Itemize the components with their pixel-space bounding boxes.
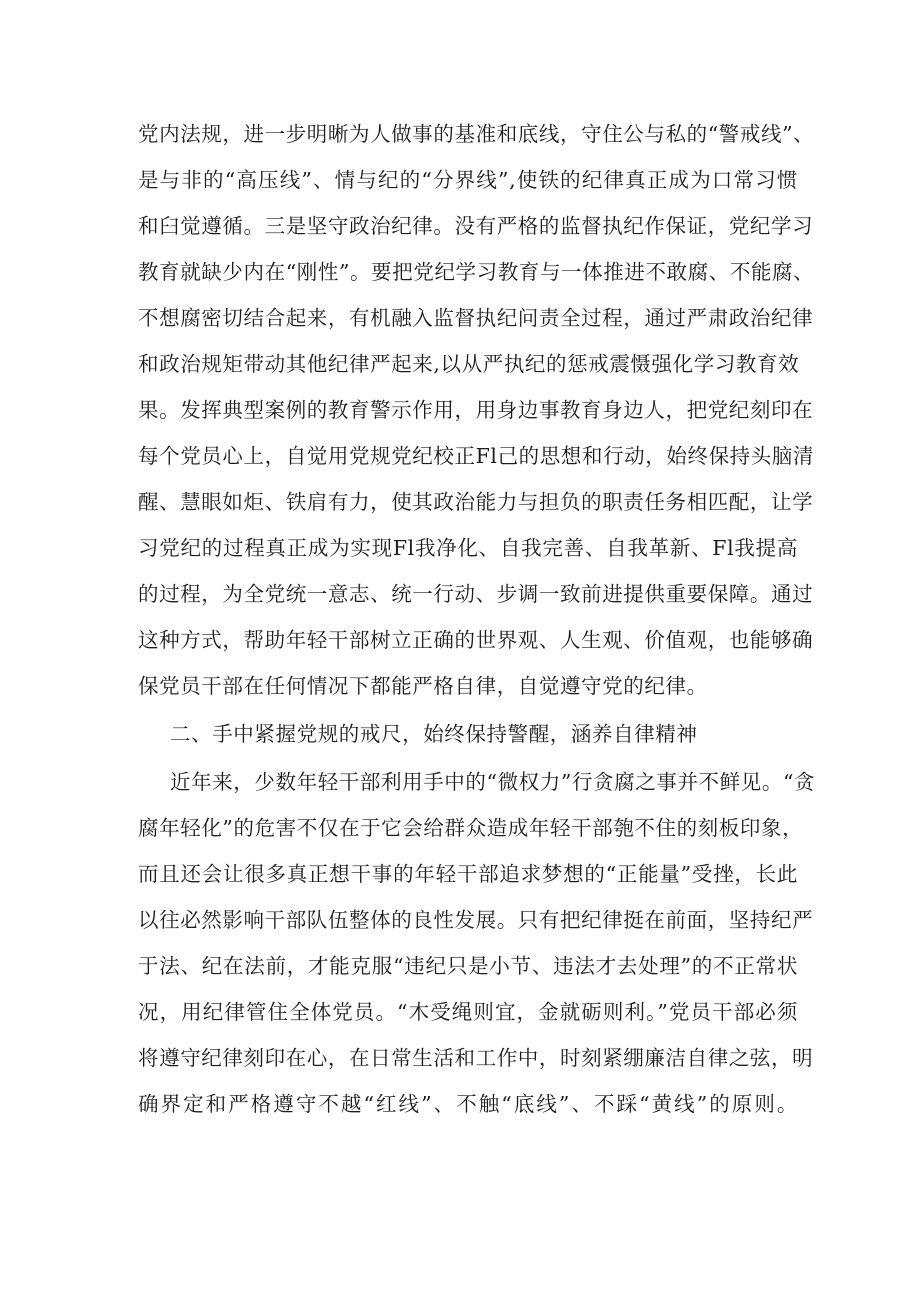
body-line: 于法、纪在法前，才能克服“违纪只是小节、违法才去处理”的不正常状 bbox=[138, 954, 798, 978]
body-line: 党内法规，进一步明晰为人做事的基准和底线，守住公与私的“警戒线”、 bbox=[138, 122, 815, 146]
body-line: 而且还会让很多真正想干事的年轻干部追求梦想的“正能量”受挫，长此 bbox=[138, 862, 798, 886]
body-line: 教育就缺少内在“刚性”。要把党纪学习教育与一体推进不敢腐、不能腐、 bbox=[138, 260, 815, 284]
body-line: 醒、慧眼如炬、铁肩有力，使其政治能力与担负的职责任务相匹配，让学 bbox=[138, 490, 814, 514]
body-line: 习党纪的过程真正成为实现Fl我净化、自我完善、自我革新、Fl我提高 bbox=[138, 536, 798, 560]
body-line: 和政治规矩带动其他纪律严起来,以从严执纪的惩戒震慑强化学习教育效 bbox=[138, 352, 800, 376]
body-line: 这种方式，帮助年轻干部树立正确的世界观、人生观、价值观，也能够确 bbox=[138, 628, 814, 652]
body-line: 腐年轻化”的危害不仅在于它会给群众造成年轻干部匏不住的刻板印象， bbox=[138, 816, 804, 840]
body-line: 将遵守纪律刻印在心，在日常生活和工作中，时刻紧绷廉洁自律之弦，明 bbox=[138, 1046, 814, 1070]
body-line: 不想腐密切结合起来，有机融入监督执纪问责全过程，通过严肃政治纪律 bbox=[138, 306, 814, 330]
body-line: 近年来，少数年轻干部利用手中的“微权力”行贪腐之事并不鲜见。“贪 bbox=[170, 770, 816, 794]
body-line: 况，用纪律管住全体党员。“木受绳则宜，金就砺则利。”党员干部必须 bbox=[138, 1000, 798, 1024]
body-line: 以往必然影响干部队伍整体的良性发展。只有把纪律挺在前面，坚持纪严 bbox=[138, 908, 814, 932]
body-line: 的过程，为全党统一意志、统一行动、步调一致前进提供重要保障。通过 bbox=[138, 582, 814, 606]
body-line: 果。发挥典型案例的教育警示作用，用身边事教育身边人，把党纪刻印在 bbox=[138, 398, 814, 422]
body-line: 确界定和严格遵守不越“红线”、不触“底线”、不踩“黄线”的原则。 bbox=[138, 1092, 798, 1116]
body-line: 保党员干部在任何情况下都能严格自律，自觉遵守党的纪律。 bbox=[138, 674, 708, 698]
body-line: 每个党员心上，自觉用党规党纪校正Fl己的思想和行动，始终保持头脑清 bbox=[138, 444, 815, 468]
body-line: 和臼觉遵循。三是坚守政治纪律。没有严格的监督执纪作保证，党纪学习 bbox=[138, 214, 814, 238]
body-line: 是与非的“高压线”、情与纪的“分界线”,使铁的纪律真正成为口常习惯 bbox=[138, 168, 798, 192]
section-heading: 二、手中紧握党规的戒尺，始终保持警醒，涵养自律精神 bbox=[170, 722, 698, 746]
